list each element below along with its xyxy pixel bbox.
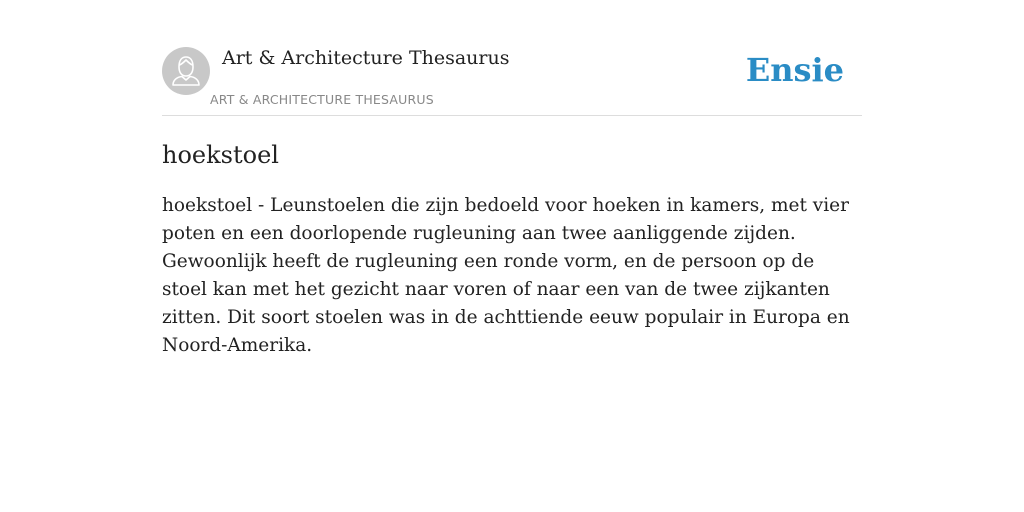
source-title[interactable]: Art & Architecture Thesaurus bbox=[222, 47, 510, 69]
avatar[interactable] bbox=[162, 47, 210, 95]
user-icon bbox=[162, 47, 210, 95]
page-header bbox=[162, 46, 862, 116]
brand-logo-link[interactable]: Ensie bbox=[745, 51, 844, 89]
source-subtitle[interactable]: ART & ARCHITECTURE THESAURUS bbox=[210, 92, 434, 107]
entry-term: hoekstoel bbox=[162, 141, 279, 169]
entry-definition: hoekstoel - Leunstoelen die zijn bedoeld voor hoeken in kamers, met vier poten en een doorlopende rugleuning aan twee aanliggende zijden. Gewoonlijk heeft de rugleuning een ronde vorm, en de persoon op de stoel kan met het gezicht naar voren of naar een van de twee zijkanten zitten. Dit soort stoelen was in de achttiende eeuw populair in Europa en Noord-Amerika. bbox=[162, 195, 850, 356]
